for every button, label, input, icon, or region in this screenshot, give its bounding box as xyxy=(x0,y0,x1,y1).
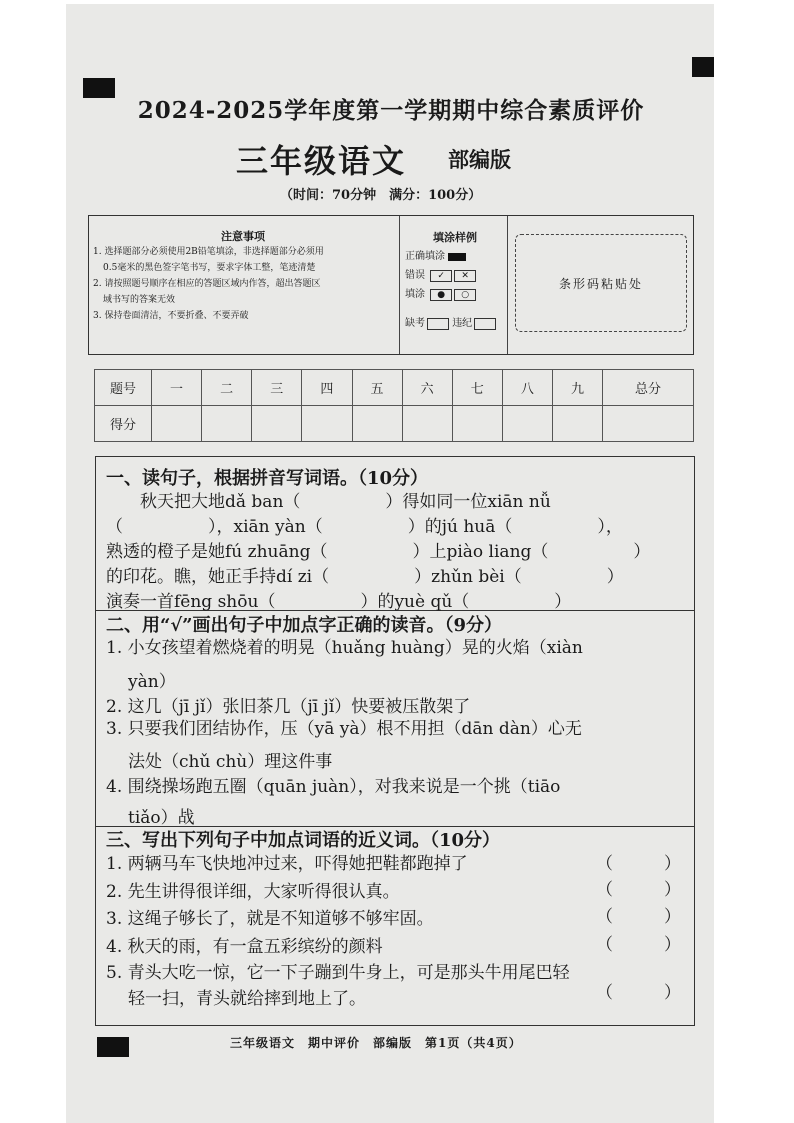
panel-divider xyxy=(507,216,508,354)
filled-dot-icon: ● xyxy=(430,289,452,301)
section-2-line: yàn） xyxy=(128,672,176,692)
notice-title: 注意事项 xyxy=(221,230,265,243)
barcode-area xyxy=(515,234,687,332)
score-header: 总分 xyxy=(603,370,694,406)
info-box xyxy=(88,215,694,355)
panel-divider xyxy=(399,216,400,354)
score-row xyxy=(95,406,694,442)
section-2-title: 二、用“√”画出句子中加点字正确的读音。（9分） xyxy=(106,615,503,636)
subject-title: 三年级语文 xyxy=(236,142,407,180)
score-cell[interactable] xyxy=(152,406,202,442)
notice-item: 2. 请按照题号顺序在相应的答题区域内作答，超出答题区 xyxy=(93,279,321,289)
answer-blank[interactable]: （ ） xyxy=(596,854,681,874)
notice-item: 0.5毫米的黑色签字笔书写，要求字体工整，笔迹清楚 xyxy=(103,263,316,273)
edition-label: 部编版 xyxy=(448,147,511,172)
answer-blank[interactable]: （ ） xyxy=(596,907,681,927)
notice-item: 1. 选择题部分必须使用2B铅笔填涂，非选择题部分必须用 xyxy=(93,247,324,257)
score-header: 九 xyxy=(553,370,603,406)
hollow-dot-icon: ○ xyxy=(454,289,476,301)
violation-box[interactable] xyxy=(474,318,496,330)
time-info: （时间：70分钟 满分：100分） xyxy=(280,188,482,203)
section-1-line: 熟透的橙子是她fú zhuāng（ ）上piào liang（ ） xyxy=(106,542,651,562)
sample-title: 填涂样例 xyxy=(433,231,477,244)
section-2-line: 3. 只要我们团结协作，压（yā yà）根不用担（dān dàn）心无 xyxy=(106,719,582,739)
section-1-line: 演奏一首fēng shōu（ ）的yuè qǔ（ ） xyxy=(106,592,572,612)
sample-correct: 正确填涂 xyxy=(405,247,505,266)
check-mark-icon: ✓ xyxy=(430,270,452,282)
registration-mark xyxy=(97,1037,129,1057)
score-cell[interactable] xyxy=(252,406,302,442)
section-1-line: 秋天把大地dǎ ban（ ）得如同一位xiān nǚ xyxy=(140,492,551,512)
notice-item: 域书写的答案无效 xyxy=(103,295,176,305)
score-header: 一 xyxy=(152,370,202,406)
absent-violation: 缺考 违纪 xyxy=(405,314,505,333)
sample-panel xyxy=(405,228,505,333)
score-header: 二 xyxy=(202,370,252,406)
score-header-row xyxy=(95,370,694,406)
score-header: 八 xyxy=(502,370,552,406)
score-header: 题号 xyxy=(95,370,152,406)
score-cell[interactable] xyxy=(553,406,603,442)
answer-blank[interactable]: （ ） xyxy=(596,983,681,1003)
page-footer: 三年级语文 期中评价 部编版 第1页（共4页） xyxy=(230,1036,522,1050)
absent-box[interactable] xyxy=(427,318,449,330)
section-3-line: 1. 两辆马车飞快地冲过来，吓得她把鞋都跑掉了 xyxy=(106,854,468,874)
score-header: 四 xyxy=(302,370,352,406)
notice-item: 3. 保持卷面清洁，不要折叠、不要弄破 xyxy=(93,311,249,321)
filled-box-icon xyxy=(448,253,466,261)
score-cell[interactable] xyxy=(603,406,694,442)
notice-panel xyxy=(93,228,393,324)
score-header: 三 xyxy=(252,370,302,406)
score-table xyxy=(94,369,694,442)
score-cell[interactable] xyxy=(452,406,502,442)
score-row-label: 得分 xyxy=(95,406,152,442)
section-3-line: 3. 这绳子够长了，就是不知道够不够牢固。 xyxy=(106,909,434,929)
section-2-line: 2. 这几（jī jǐ）张旧茶几（jī jǐ）快要被压散架了 xyxy=(106,697,471,717)
score-cell[interactable] xyxy=(352,406,402,442)
section-3-line: 5. 青头大吃一惊，它一下子蹦到牛身上，可是那头牛用尾巴轻 xyxy=(106,963,570,983)
registration-mark xyxy=(692,57,714,77)
score-header: 六 xyxy=(402,370,452,406)
section-1-line: 的印花。瞧，她正手持dí zi（ ）zhǔn bèi（ ） xyxy=(106,567,624,587)
score-cell[interactable] xyxy=(302,406,352,442)
section-3-line: 4. 秋天的雨，有一盒五彩缤纷的颜料 xyxy=(106,937,383,957)
section-3-title: 三、写出下列句子中加点词语的近义词。（10分） xyxy=(106,830,501,851)
section-3-line: 轻一扫，青头就给摔到地上了。 xyxy=(128,989,366,1009)
answer-blank[interactable]: （ ） xyxy=(596,935,681,955)
section-2-line: tiǎo）战 xyxy=(128,808,195,828)
section-2-line: 法处（chǔ chù）理这件事 xyxy=(128,752,333,772)
score-header: 五 xyxy=(352,370,402,406)
score-cell[interactable] xyxy=(202,406,252,442)
cross-mark-icon: ✕ xyxy=(454,270,476,282)
section-2-line: 1. 小女孩望着燃烧着的明晃（huǎng huàng）晃的火焰（xiàn xyxy=(106,638,583,658)
section-3-line: 2. 先生讲得很详细，大家听得很认真。 xyxy=(106,882,400,902)
sample-wrong-1: 错误 ✓ ✕ xyxy=(405,266,505,285)
section-1-line: （ ），xiān yàn（ ）的jú huā（ ）， xyxy=(106,517,623,537)
score-header: 七 xyxy=(452,370,502,406)
score-cell[interactable] xyxy=(402,406,452,442)
section-2-line: 4. 围绕操场跑五圈（quān juàn），对我来说是一个挑（tiāo xyxy=(106,777,561,797)
exam-title: 2024-2025学年度第一学期期中综合素质评价 xyxy=(137,97,645,124)
score-cell[interactable] xyxy=(502,406,552,442)
sample-wrong-2: 填涂 ● ○ xyxy=(405,285,505,304)
barcode-label: 条形码粘贴处 xyxy=(558,276,643,291)
section-1-title: 一、读句子，根据拼音写词语。（10分） xyxy=(106,468,429,489)
answer-blank[interactable]: （ ） xyxy=(596,880,681,900)
